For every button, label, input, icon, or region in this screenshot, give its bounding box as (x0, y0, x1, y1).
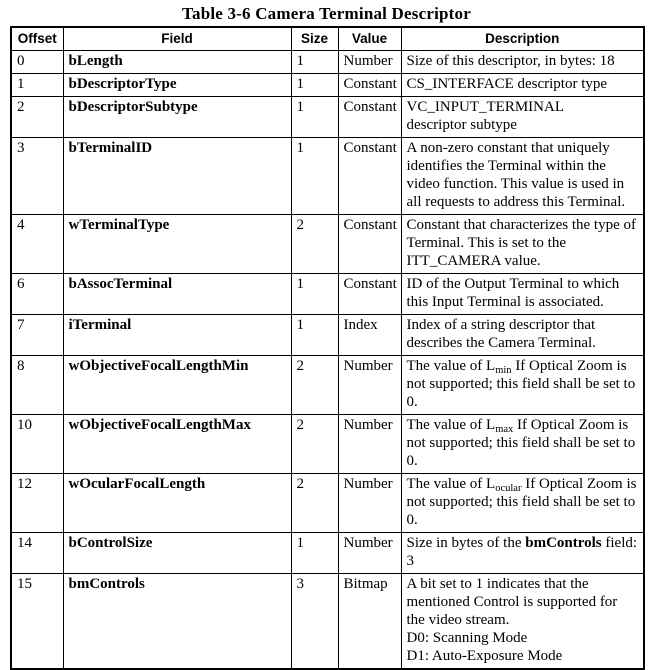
size-cell: 3 (291, 574, 338, 670)
offset-cell: 7 (11, 315, 63, 356)
description-cell: VC_INPUT_TERMINAL descriptor subtype (401, 97, 644, 138)
table-row (11, 315, 644, 356)
description-cell: The value of $L_{max}$ If Optical Zoom is not supported; this field shall be set to 0. (401, 415, 644, 474)
description-cell: A bit set to 1 indicates that the mentioned Control is supported for the video stream. D0: Scanning Mode D1: Auto-Exposure Mode (401, 574, 644, 670)
header-size: Size (291, 27, 338, 51)
offset-cell: 4 (11, 215, 63, 274)
header-description: Description (401, 27, 644, 51)
size-cell: 1 (291, 51, 338, 74)
size-cell: 1 (291, 274, 338, 315)
table-row (11, 97, 644, 138)
field-cell: bLength (63, 51, 291, 74)
value-cell: Bitmap (338, 574, 401, 670)
offset-cell: 1 (11, 74, 63, 97)
table-body (11, 51, 644, 670)
description-cell: Index of a string descriptor that describes the Camera Terminal. (401, 315, 644, 356)
value-cell: Number (338, 415, 401, 474)
value-cell: Constant (338, 97, 401, 138)
offset-cell: 0 (11, 51, 63, 74)
size-cell: 2 (291, 215, 338, 274)
field-cell: wObjectiveFocalLengthMax (63, 415, 291, 474)
offset-cell: 6 (11, 274, 63, 315)
table-row (11, 574, 644, 670)
description-cell: ID of the Output Terminal to which this Input Terminal is associated. (401, 274, 644, 315)
header-offset: Offset (11, 27, 63, 51)
camera-terminal-descriptor-table (10, 26, 645, 670)
field-cell: bDescriptorSubtype (63, 97, 291, 138)
table-row (11, 215, 644, 274)
field-cell: bTerminalID (63, 138, 291, 215)
size-cell: 1 (291, 138, 338, 215)
value-cell: Index (338, 315, 401, 356)
description-cell: The value of $L_{min}$ If Optical Zoom is not supported; this field shall be set to 0. (401, 356, 644, 415)
table-row (11, 51, 644, 74)
field-cell: bDescriptorType (63, 74, 291, 97)
field-cell: bmControls (63, 574, 291, 670)
header-field: Field (63, 27, 291, 51)
value-cell: Number (338, 533, 401, 574)
field-cell: bControlSize (63, 533, 291, 574)
offset-cell: 2 (11, 97, 63, 138)
value-cell: Number (338, 356, 401, 415)
field-cell: bAssocTerminal (63, 274, 291, 315)
value-cell: Number (338, 474, 401, 533)
table-row (11, 274, 644, 315)
value-cell: Constant (338, 215, 401, 274)
field-cell: wOcularFocalLength (63, 474, 291, 533)
header-row (11, 27, 644, 51)
description-cell: A non-zero constant that uniquely identifies the Terminal within the video function. This value is used in all requests to address this Terminal. (401, 138, 644, 215)
header-value: Value (338, 27, 401, 51)
size-cell: 1 (291, 97, 338, 138)
value-cell: Constant (338, 74, 401, 97)
offset-cell: 10 (11, 415, 63, 474)
size-cell: 2 (291, 474, 338, 533)
table-row (11, 138, 644, 215)
table-row (11, 415, 644, 474)
description-cell: Size in bytes of the bmControls field: 3 (401, 533, 644, 574)
offset-cell: 14 (11, 533, 63, 574)
value-cell: Constant (338, 274, 401, 315)
offset-cell: 8 (11, 356, 63, 415)
size-cell: 1 (291, 533, 338, 574)
table-row (11, 474, 644, 533)
size-cell: 2 (291, 356, 338, 415)
description-cell: CS_INTERFACE descriptor type (401, 74, 644, 97)
field-cell: wTerminalType (63, 215, 291, 274)
offset-cell: 3 (11, 138, 63, 215)
size-cell: 1 (291, 315, 338, 356)
table-row (11, 533, 644, 574)
field-cell: iTerminal (63, 315, 291, 356)
value-cell: Constant (338, 138, 401, 215)
size-cell: 2 (291, 415, 338, 474)
description-cell: The value of $L_{ocular}$ If Optical Zoom is not supported; this field shall be set to 0. (401, 474, 644, 533)
description-cell: Constant that characterizes the type of Terminal. This is set to the ITT_CAMERA value. (401, 215, 644, 274)
offset-cell: 12 (11, 474, 63, 533)
description-cell: Size of this descriptor, in bytes: 18 (401, 51, 644, 74)
table-title: Table 3-6 Camera Terminal Descriptor (182, 4, 471, 23)
table-row (11, 74, 644, 97)
size-cell: 1 (291, 74, 338, 97)
offset-cell: 15 (11, 574, 63, 670)
field-cell: wObjectiveFocalLengthMin (63, 356, 291, 415)
value-cell: Number (338, 51, 401, 74)
table-row (11, 356, 644, 415)
